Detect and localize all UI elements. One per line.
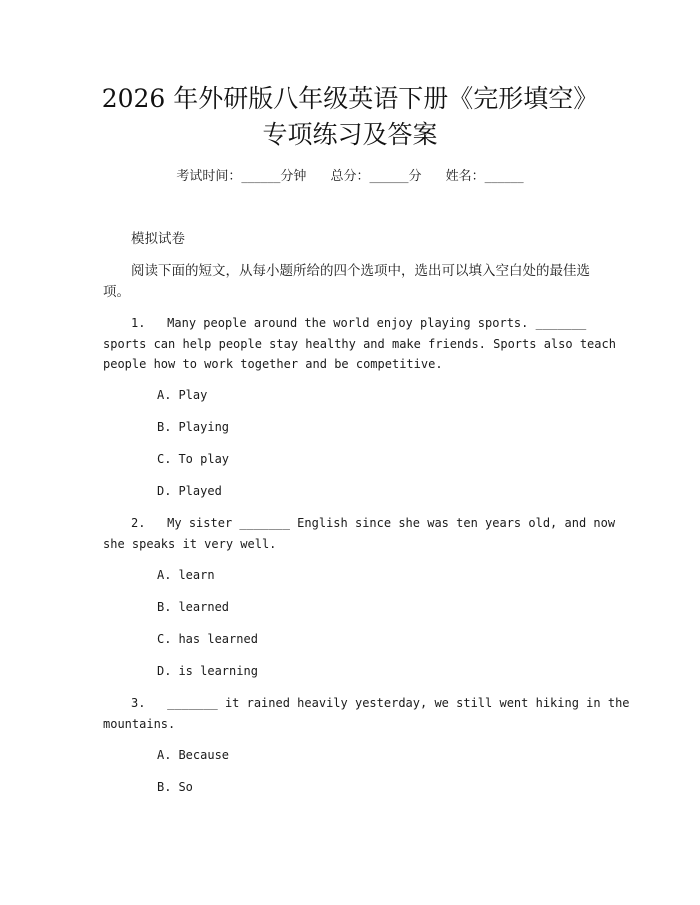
question-2-line-1 [131,513,615,533]
question-2-option-b [157,597,229,617]
question-text: Many people around the world enjoy playing sports. _______ [167,316,587,330]
option-letter: C. [157,452,172,466]
question-2-option-a [157,565,215,585]
option-text: Played [178,484,222,498]
option-text: Because [178,748,230,762]
instructions-line-1: 阅读下面的短文，从每小题所给的四个选项中，选出可以填入空白处的最佳选 [131,263,590,279]
question-3-option-b [157,777,193,797]
option-text: is learning [178,664,258,678]
question-1-line-2: sports can help people stay healthy and make friends. Sports also teach [103,337,616,351]
exam-meta [0,167,700,187]
question-number: 3. [131,696,146,710]
question-text: My sister _______ English since she was ten years old, and now [167,516,616,530]
question-1-option-c [157,449,229,469]
option-letter: B. [157,600,172,614]
exam-score-field: 总分：______分 [330,169,422,184]
option-text: Play [178,388,208,402]
exam-name-field: 姓名：______ [445,169,524,184]
question-2-option-d [157,661,258,681]
question-3-line-2: mountains. [103,717,176,731]
option-letter: A. [157,388,172,402]
option-letter: A. [157,748,172,762]
question-1-line-3: people how to work together and be competitive. [103,357,443,371]
document-title-line-2: 专项练习及答案 [262,120,438,149]
option-letter: C. [157,632,172,646]
question-3-line-1 [131,693,630,713]
document-title-line-1: 2026 年外研版八年级英语下册《完形填空》 [101,84,599,113]
option-letter: D. [157,484,172,498]
question-2-option-c [157,629,258,649]
option-text: has learned [178,632,258,646]
option-text: learn [178,568,215,582]
option-text: learned [178,600,230,614]
question-1-option-b [157,417,229,437]
question-2-line-2: she speaks it very well. [103,537,277,551]
option-text: Playing [178,420,230,434]
question-3-option-a [157,745,229,765]
exam-time-field: 考试时间：______分钟 [176,169,307,184]
question-1-option-a [157,385,207,405]
option-letter: B. [157,420,172,434]
question-1-line-1 [131,313,586,333]
section-heading: 模拟试卷 [131,231,185,247]
option-letter: A. [157,568,172,582]
question-number: 1. [131,316,146,330]
option-letter: D. [157,664,172,678]
instructions-line-2: 项。 [103,284,130,300]
option-text: So [178,780,193,794]
question-number: 2. [131,516,146,530]
option-letter: B. [157,780,172,794]
question-text: _______ it rained heavily yesterday, we still went hiking in the [167,696,630,710]
option-text: To play [178,452,230,466]
question-1-option-d [157,481,222,501]
